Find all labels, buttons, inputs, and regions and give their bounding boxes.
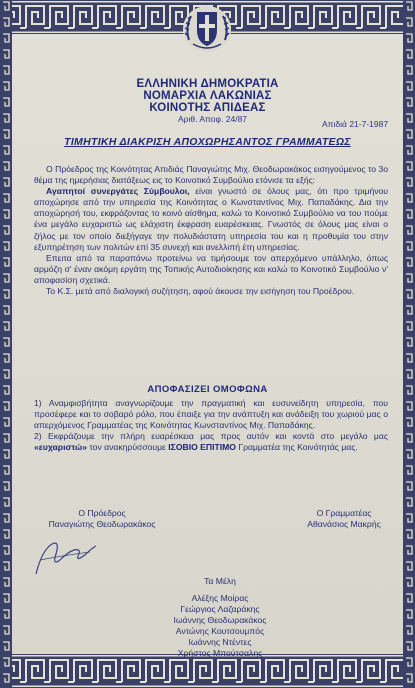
greek-coat-of-arms-icon — [183, 6, 231, 52]
member-name: Ιωάννης Θεοδωρακάκος — [173, 615, 267, 625]
salutation: Αγαπητοί συνεργάτες Σύμβουλοι, — [46, 186, 190, 197]
member-name: Χρήστος Μπούτσαλης — [177, 648, 263, 658]
secretary-role: Ο Γραμματέας — [316, 508, 372, 518]
decision-item-2-text-b: τον ανακηρύσσουμε — [87, 442, 169, 453]
members-heading: Τα Μέλη — [204, 576, 236, 586]
decision-heading: ΑΠΟΦΑΣΙΖΕΙ ΟΜΟΦΩΝΑ — [147, 384, 268, 395]
decision-number: Αριθ. Αποφ. 24/87 — [178, 114, 248, 124]
paragraph-discussion: Το Κ.Σ. μετά από διαλογική συζήτηση, αφού άκουσε την εισήγηση του Προέδρου. — [46, 286, 355, 297]
header-prefecture: ΝΟΜΑΡΧΙΑ ΛΑΚΩΝΙΑΣ — [143, 90, 272, 102]
decision-honorary-title: ΙΣΟΒΙΟ ΕΠΙΤΙΜΟ — [168, 442, 236, 453]
president-name: Παναγιώτης Θεοδωρακάκος — [48, 519, 156, 529]
member-name: Αντώνης Κουτσουμπός — [175, 626, 265, 636]
document-date: Απιδιά 21-7-1987 — [322, 119, 389, 129]
handwritten-signature — [30, 530, 100, 580]
decision-thanks: «ευχαριστώ» — [34, 442, 87, 453]
document-title: ΤΙΜΗΤΙΚΗ ΔΙΑΚΡΙΣΗ ΑΠΟΧΩΡΗΣΑΝΤΟΣ ΓΡΑΜΜΑΤΕΩΣ — [64, 136, 351, 148]
decision-item-2-text: 2) Εκφράζουμε την πλήρη ευαρέσκεια μας προς αυτόν και κοντά στο μεγάλο μας — [34, 431, 388, 442]
document-body — [34, 164, 388, 297]
paragraph-intro: Ο Πρόεδρος της Κοινότητας Απιδιάς Παναγιώτης Μιχ. Θεοδωρακάκος εισηγούμενος το 3ο θέμα της ημερήσιας διατάξεως εις το Κοινοτικό Συμβούλιο ετόνισε τα εξής: — [34, 164, 388, 186]
meander-border-bottom — [0, 654, 415, 688]
decision-list — [34, 398, 388, 453]
member-name: Γεώργιος Λαζαράκης — [180, 604, 260, 614]
header-community: ΚΟΙΝΟΤΗΣ ΑΠΙΔΕΑΣ — [149, 102, 266, 114]
paragraph-address — [34, 186, 388, 253]
secretary-name: Αθανάσιος Μακρής — [307, 519, 381, 529]
header-country: ΕΛΛΗΝΙΚΗ ΔΗΜΟΚΡΑΤΙΑ — [136, 78, 279, 90]
paragraph-address-text: είναι γνωστό σε όλους μας, ότι προ τριμήνου αποχώρησε από την υπηρεσία της Κοινότητας ο Κωνσταντίνος Μιχ. Παπαδάκης. Δια την αποχώρησή του, εκφράζοντας το κοινό αίσθημα, καλώ το Κοινοτικό Συμβούλιο να του πούμε ένα μεγάλο ευχαριστώ ως ελάχιστη έκφραση ευαρέσκειας. Γνωστός σε όλους μας είναι ο ζήλος με τον οποίο διεξήγαγε την πολυδιάστατη υπηρεσία του και η προθυμία του στην εξυπηρέτηση των πολιτών επί 35 συνεχή και ανελλιπή έτη υπηρεσίας. — [34, 186, 388, 252]
decision-item-2-text-c: Γραμματέα της Κοινότητάς μας. — [235, 442, 358, 453]
secretary-signature-block — [284, 508, 404, 530]
members-list — [150, 576, 290, 659]
member-name: Ιωάννης Ντέντες — [188, 637, 252, 647]
president-signature-block — [42, 508, 162, 530]
president-role: Ο Πρόεδρος — [78, 508, 126, 518]
paragraph-proposal: Επειτα από τα παραπάνω προτείνω να τιμήσουμε τον απερχόμενο υπάλληλο, όπως αρμόζη σ' έναν ακόμη εργάτη της Τοπικής Αυτοδιοίκησης και καλώ το Κοινοτικό Συμβούλιο ν' αποφασίση σχετικά. — [34, 252, 388, 285]
decision-item-2 — [34, 431, 388, 453]
decision-item-1: 1) Αναμφισβήτητα αναγνωρίζουμε την πραγματική και ευσυνείδητη υπηρεσία, που προσέφερε και το σοβαρό ρόλο, που έπαιξε για την ανάπτυξη και ανάδειξη του χωριού μας ο απερχόμενος Γραμματέας της Κοινότητας Κωνσταντίνος Μιχ. Παπαδάκης. — [34, 398, 388, 431]
member-name: Αλέξης Μοίρας — [191, 593, 249, 603]
